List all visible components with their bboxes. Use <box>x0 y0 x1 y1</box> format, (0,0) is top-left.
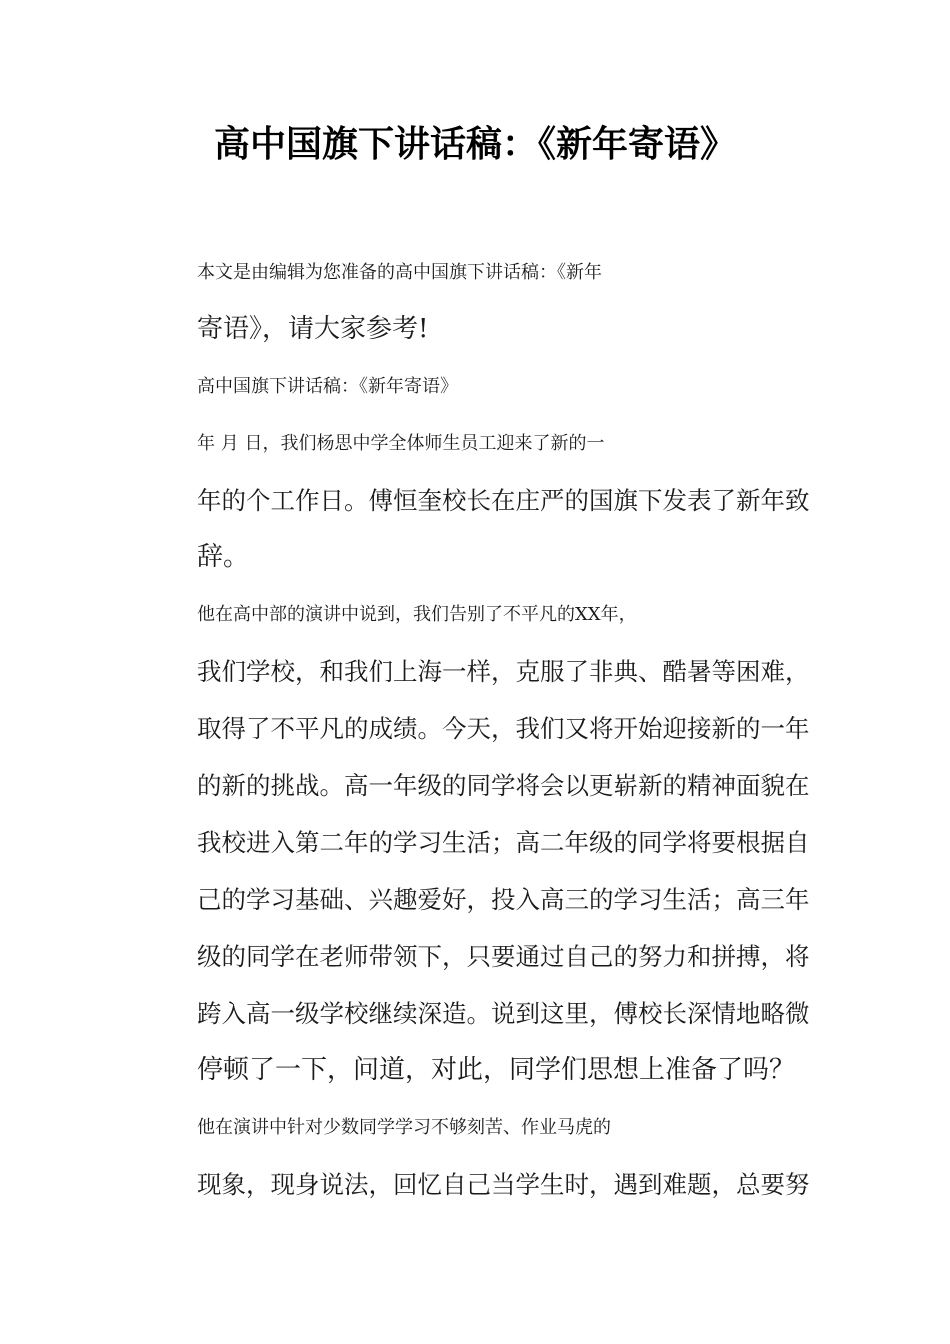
paragraph-line: 年的个工作日。傅恒奎校长在庄严的国旗下发表了新年致 <box>197 486 810 515</box>
paragraph-line: 级的同学在老师带领下，只要通过自己的努力和拼搏，将 <box>197 942 810 971</box>
paragraph-intro <box>145 244 810 358</box>
paragraph-line: 停顿了一下，问道，对此，同学们思想上准备了吗？ <box>197 1055 796 1085</box>
paragraph-line: 现象，现身说法，回忆自己当学生时，遇到难题，总要努 <box>197 1170 810 1199</box>
paragraph-opening <box>145 415 810 586</box>
paragraph-line: 取得了不平凡的成绩。今天，我们又将开始迎接新的一年 <box>197 714 810 743</box>
paragraph-line: 寄语》，请大家参考! <box>197 314 429 344</box>
paragraph-line: 他在高中部的演讲中说到，我们告别了不平凡的XX年， <box>197 604 637 625</box>
paragraph-speech <box>145 586 810 1099</box>
paragraph-line: 本文是由编辑为您准备的高中国旗下讲话稿：《新年 <box>197 262 602 283</box>
paragraph-subtitle <box>145 358 810 415</box>
paragraph-line: 我校进入第二年的学习生活；高二年级的同学将要根据自 <box>197 828 810 857</box>
paragraph-line: 高中国旗下讲话稿：《新年寄语》 <box>197 376 458 397</box>
document-title: 高中国旗下讲话稿：《新年寄语》 <box>213 124 736 165</box>
paragraph-line: 的新的挑战。高一年级的同学将会以更崭新的精神面貌在 <box>197 771 810 800</box>
document-body <box>145 244 810 1213</box>
paragraph-line: 跨入高一级学校继续深造。说到这里，傅校长深情地略微 <box>197 999 810 1028</box>
paragraph-line: 己的学习基础、兴趣爱好，投入高三的学习生活；高三年 <box>197 885 810 914</box>
paragraph-continuation <box>145 1099 810 1213</box>
paragraph-line: 他在演讲中针对少数同学学习不够刻苦、作业马虎的 <box>197 1117 611 1138</box>
paragraph-line: 辞。 <box>197 542 250 572</box>
paragraph-line: 我们学校，和我们上海一样，克服了非典、酷暑等困难， <box>197 657 810 686</box>
paragraph-line: 年 月 日，我们杨思中学全体师生员工迎来了新的一 <box>197 433 605 454</box>
